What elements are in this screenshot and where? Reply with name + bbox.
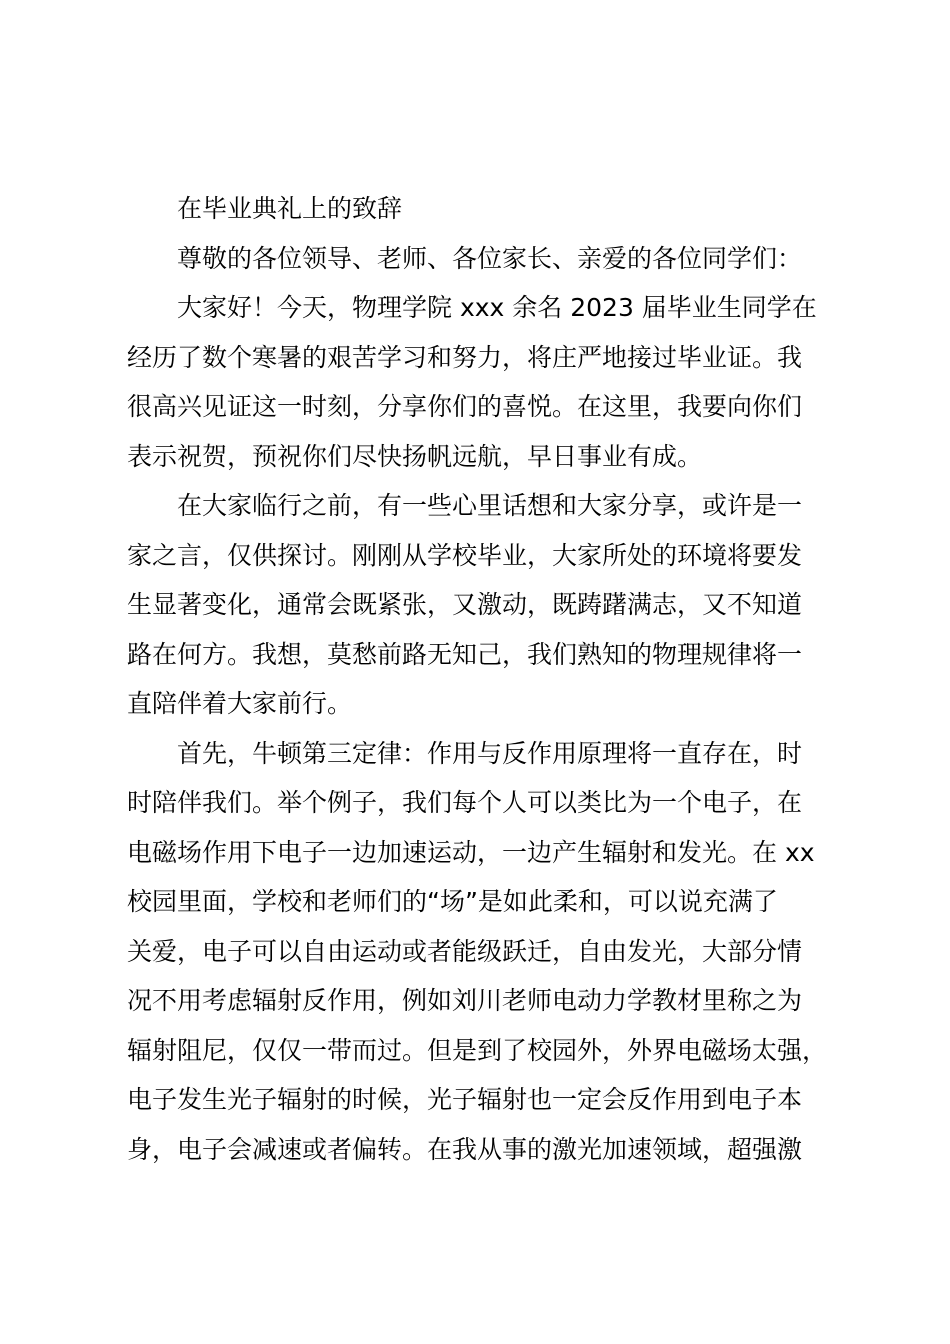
document-title: 在毕业典礼上的致辞	[177, 194, 403, 223]
paragraph-1-line-1: 大家好！今天，物理学院 xxx 余名 2023 届毕业生同学在	[177, 293, 817, 322]
paragraph-3-line-8: 电子发生光子辐射的时候，光子辐射也一定会反作用到电子本	[127, 1085, 803, 1114]
document-body	[127, 184, 835, 1174]
paragraph-3-line-6: 况不用考虑辐射反作用，例如刘川老师电动力学教材里称之为	[127, 986, 803, 1015]
paragraph-3-line-3: 电磁场作用下电子一边加速运动，一边产生辐射和发光。在 xx	[127, 837, 815, 867]
paragraph-3-line-5: 关爱，电子可以自由运动或者能级跃迁，自由发光，大部分情	[127, 936, 803, 966]
paragraph-1-line-3: 很高兴见证这一时刻，分享你们的喜悦。在这里，我要向你们	[127, 392, 803, 421]
paragraph-1-line-2: 经历了数个寒暑的艰苦学习和努力，将庄严地接过毕业证。我	[127, 342, 803, 372]
paragraph-3-line-1: 首先，牛顿第三定律：作用与反作用原理将一直存在，时	[177, 738, 803, 768]
paragraph-2-line-3: 生显著变化，通常会既紧张，又激动，既踌躇满志，又不知道	[127, 590, 803, 619]
paragraph-2-line-1: 在大家临行之前，有一些心里话想和大家分享，或许是一	[177, 491, 803, 520]
paragraph-2-line-4: 路在何方。我想，莫愁前路无知己，我们熟知的物理规律将一	[127, 639, 803, 669]
paragraph-2-line-5: 直陪伴着大家前行。	[127, 689, 353, 718]
salutation: 尊敬的各位领导、老师、各位家长、亲爱的各位同学们：	[177, 243, 803, 273]
paragraph-3-line-7: 辐射阻尼，仅仅一带而过。但是到了校园外，外界电磁场太强，	[127, 1035, 828, 1065]
paragraph-3-line-2: 时陪伴我们。举个例子，我们每个人可以类比为一个电子，在	[127, 788, 803, 817]
paragraph-2-line-2: 家之言，仅供探讨。刚刚从学校毕业，大家所处的环境将要发	[127, 540, 803, 570]
paragraph-3-line-9: 身，电子会减速或者偏转。在我从事的激光加速领域，超强激	[127, 1134, 803, 1164]
paragraph-1-line-4: 表示祝贺，预祝你们尽快扬帆远航，早日事业有成。	[127, 441, 703, 471]
paragraph-3-line-4: 校园里面，学校和老师们的“场”是如此柔和，可以说充满了	[127, 887, 778, 916]
